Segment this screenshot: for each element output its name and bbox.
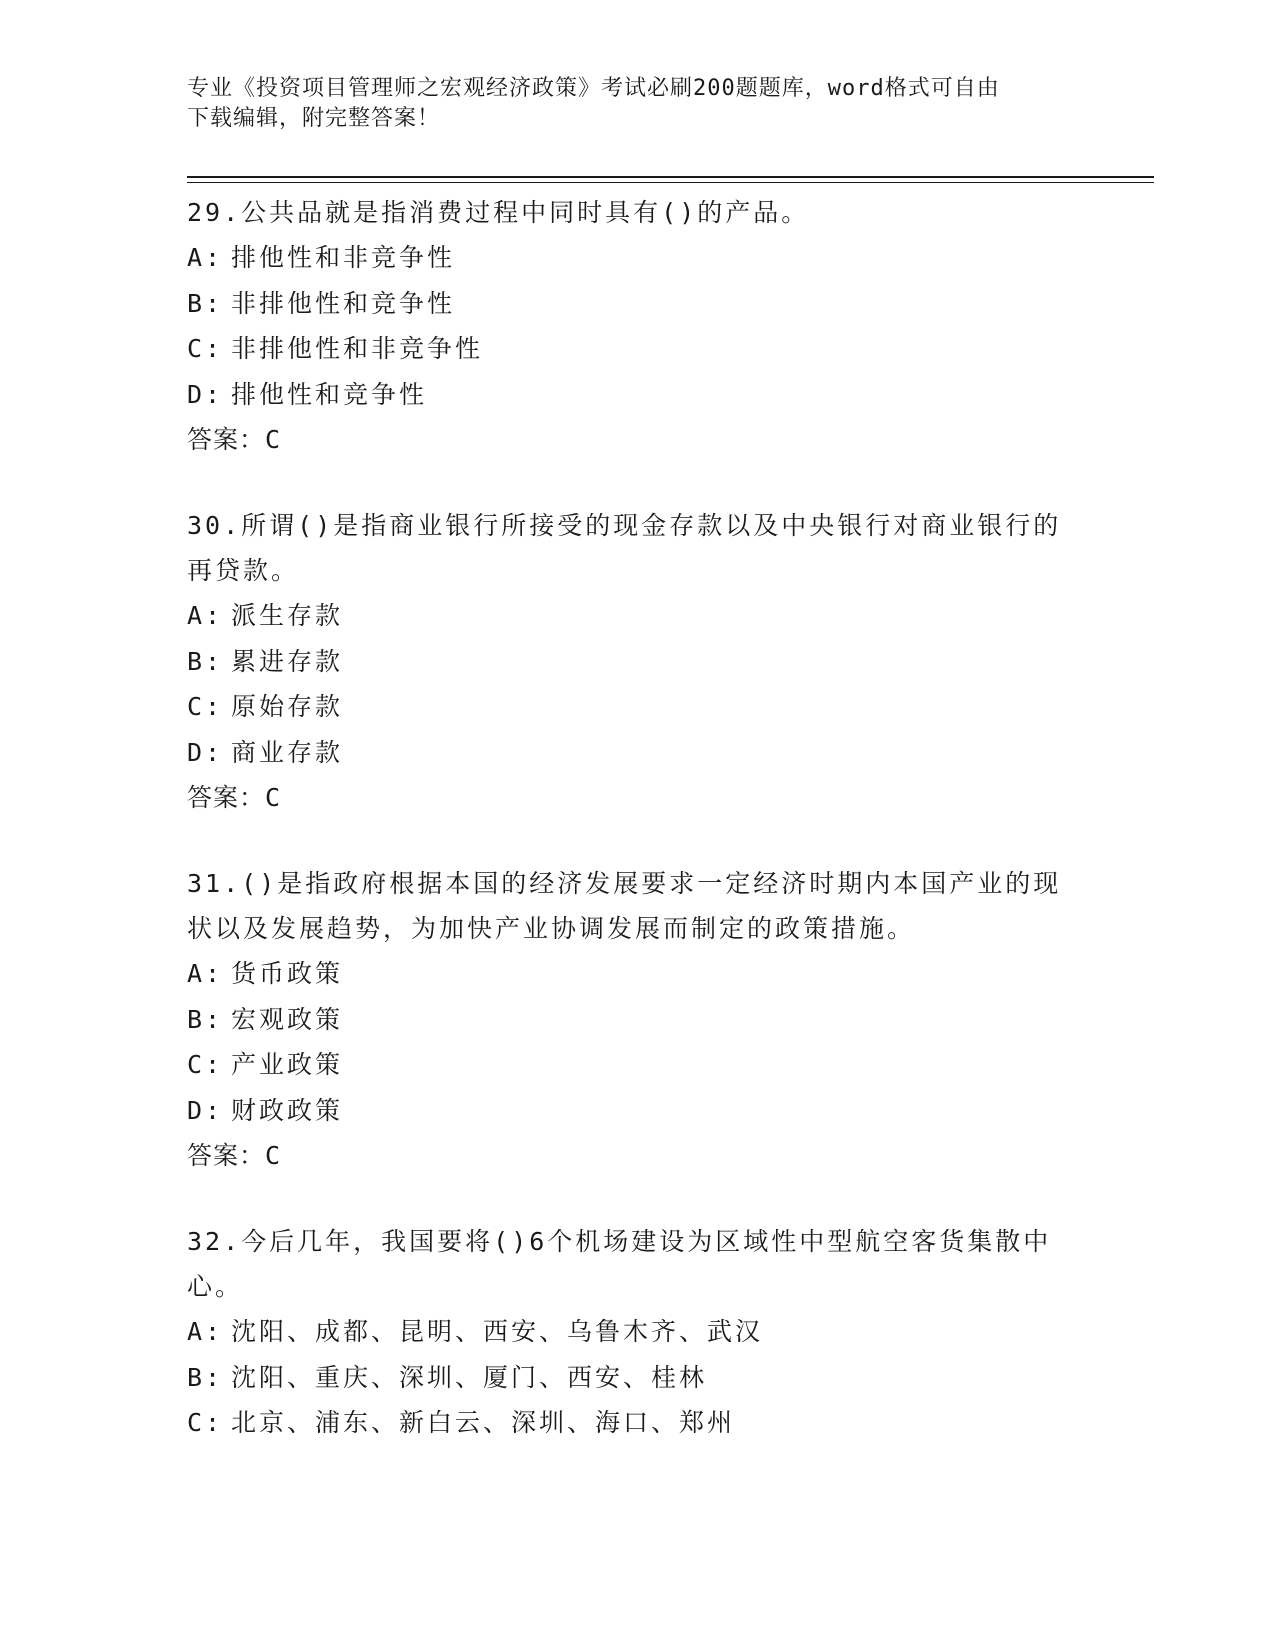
option-key: A: xyxy=(187,601,224,630)
option-c xyxy=(187,1400,1087,1446)
answer-line: 答案：C xyxy=(187,783,282,812)
document-header xyxy=(187,74,1067,134)
option-text: 货币政策 xyxy=(231,959,344,988)
question-stem: 32.今后几年，我国要将()6个机场建设为区域性中型航空客货集散中心。 xyxy=(187,1227,1052,1301)
option-key: C: xyxy=(187,1050,224,1079)
option-key: A: xyxy=(187,959,224,988)
option-text: 北京、浦东、新白云、深圳、海口、郑州 xyxy=(231,1408,736,1437)
option-key: D: xyxy=(187,737,224,767)
question-31 xyxy=(187,861,1087,1179)
option-text: 宏观政策 xyxy=(231,1004,344,1034)
option-b xyxy=(187,1355,1087,1401)
option-key: C: xyxy=(187,334,224,363)
option-text: 排他性和竞争性 xyxy=(231,379,428,409)
question-stem: 29.公共品就是指消费过程中同时具有()的产品。 xyxy=(187,198,810,227)
answer-line: 答案：C xyxy=(187,425,282,454)
option-text: 非排他性和非竞争性 xyxy=(231,334,484,363)
option-c xyxy=(187,684,1087,730)
option-c xyxy=(187,326,1087,372)
question-list xyxy=(187,190,1087,1486)
option-text: 累进存款 xyxy=(231,646,344,676)
question-stem: 30.所谓()是指商业银行所接受的现金存款以及中央银行对商业银行的再贷款。 xyxy=(187,511,1062,585)
option-d xyxy=(187,1088,1087,1134)
header-line-2: 下载编辑，附完整答案！ xyxy=(187,106,441,131)
option-key: A: xyxy=(187,1317,224,1346)
option-b xyxy=(187,997,1087,1043)
option-text: 排他性和非竞争性 xyxy=(231,243,456,272)
header-line-1: 专业《投资项目管理师之宏观经济政策》考试必刷200题题库，word格式可自由 xyxy=(187,76,1000,101)
option-b xyxy=(187,639,1087,685)
question-32 xyxy=(187,1219,1087,1446)
option-d xyxy=(187,372,1087,418)
option-c xyxy=(187,1042,1087,1088)
option-text: 沈阳、成都、昆明、西安、乌鲁木齐、武汉 xyxy=(231,1317,764,1346)
header-rule-thick xyxy=(187,176,1154,178)
option-a xyxy=(187,1309,1087,1355)
option-key: B: xyxy=(187,1004,224,1034)
option-text: 原始存款 xyxy=(231,692,344,721)
option-text: 沈阳、重庆、深圳、厦门、西安、桂林 xyxy=(231,1362,708,1392)
option-key: B: xyxy=(187,288,224,318)
option-b xyxy=(187,281,1087,327)
option-text: 财政政策 xyxy=(231,1095,344,1125)
option-a xyxy=(187,593,1087,639)
option-a xyxy=(187,951,1087,997)
option-key: D: xyxy=(187,1095,224,1125)
option-key: A: xyxy=(187,243,224,272)
option-text: 非排他性和竞争性 xyxy=(231,288,456,318)
option-a xyxy=(187,235,1087,281)
header-rule-thin xyxy=(187,182,1154,183)
option-text: 商业存款 xyxy=(231,737,344,767)
option-d xyxy=(187,730,1087,776)
option-key: D: xyxy=(187,379,224,409)
option-key: B: xyxy=(187,646,224,676)
option-key: C: xyxy=(187,1408,224,1437)
question-30 xyxy=(187,503,1087,821)
option-text: 派生存款 xyxy=(231,601,344,630)
option-key: B: xyxy=(187,1362,224,1392)
option-key: C: xyxy=(187,692,224,721)
answer-line: 答案：C xyxy=(187,1141,282,1170)
option-text: 产业政策 xyxy=(231,1050,344,1079)
question-29 xyxy=(187,190,1087,463)
question-stem: 31.()是指政府根据本国的经济发展要求一定经济时期内本国产业的现状以及发展趋势，为加快产业协调发展而制定的政策措施。 xyxy=(187,869,1062,943)
